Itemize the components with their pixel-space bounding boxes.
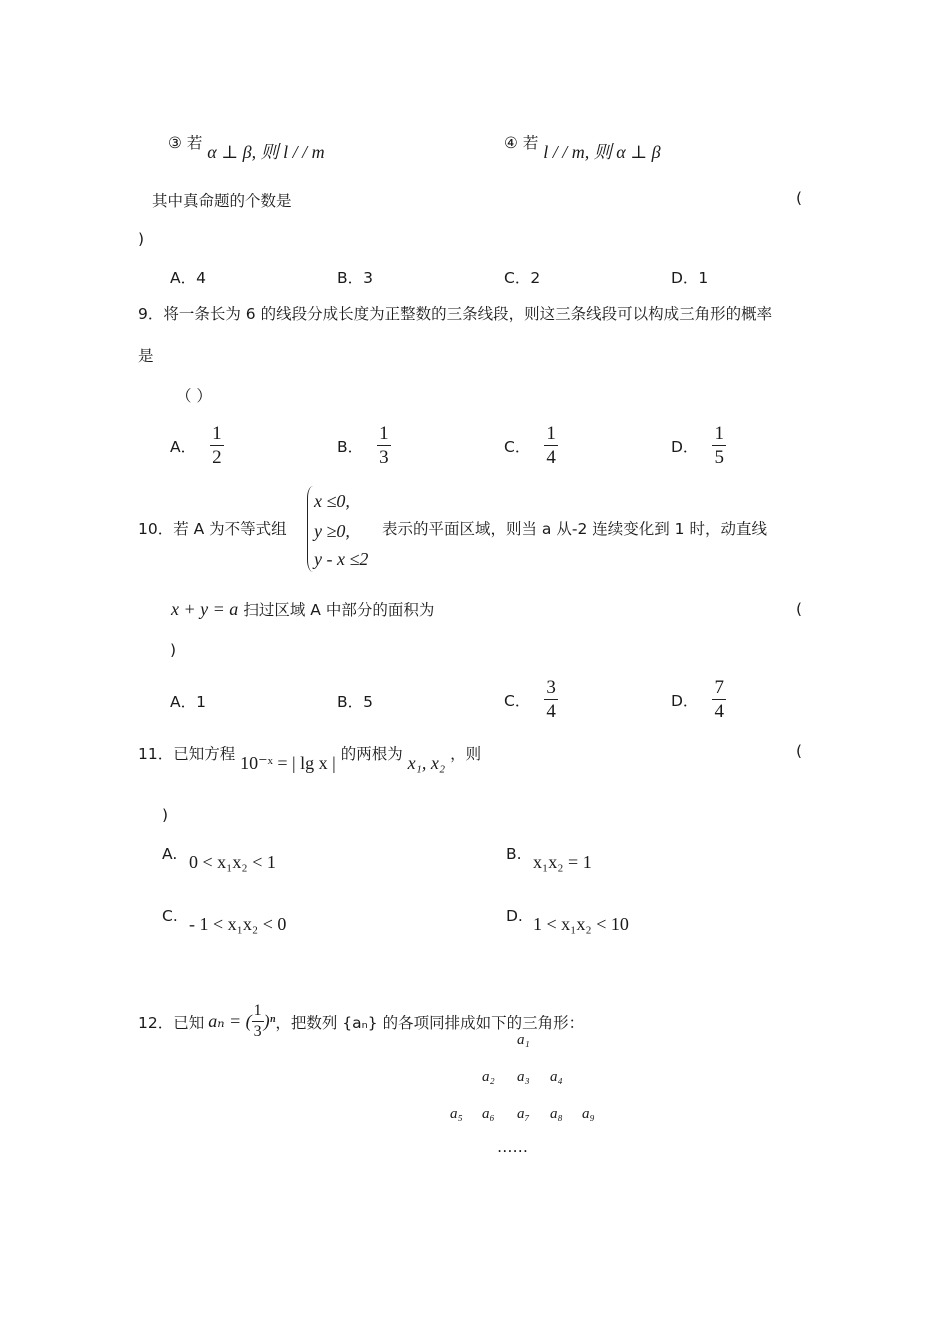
q12-formula-lhs: aₙ = ( — [208, 1011, 252, 1032]
q9-option-d — [671, 424, 726, 468]
q11-stem — [138, 742, 482, 773]
q10-suffix: 表示的平面区域，则当 a 从-2 连续变化到 1 时，动直线 — [382, 520, 767, 538]
q10-option-c — [504, 678, 558, 722]
q8-item3-mark: ③ 若 — [168, 134, 203, 152]
triangle-row1-a1: a₁ — [517, 1032, 530, 1048]
triangle-row3-a5: a₅ — [450, 1106, 463, 1122]
q8-paren-close: ) — [138, 230, 145, 248]
q10-option-a-value: 1 — [196, 693, 206, 711]
q10-paren-close: ) — [170, 641, 177, 659]
q10-line2 — [171, 598, 434, 620]
q10-option-c-fraction: $\frac{3}{4}$ — [546, 677, 556, 722]
q9-paren: （ ） — [176, 387, 212, 405]
q11-option-a-label: A. — [162, 845, 178, 863]
triangle-row2-a3: a₃ — [517, 1069, 530, 1085]
triangle-row3-a7: a₇ — [517, 1106, 530, 1122]
q8-option-a: A．4 — [170, 269, 206, 287]
triangle-row3-a6: a₆ — [482, 1106, 495, 1122]
q12-formula-fraction: $\frac{1}{3}$ — [253, 1002, 262, 1040]
q11-paren-close: ) — [162, 806, 169, 824]
q11-prefix: 11．已知方程 — [138, 745, 236, 763]
q11-option-c: - 1 < x₁x₂ < 0 — [189, 914, 287, 934]
q11-middle: 的两根为 — [340, 745, 403, 763]
q10-paren-open: ( — [796, 600, 803, 618]
q9-option-a-fraction: $\frac{1}{2}$ — [212, 423, 222, 468]
q11-option-b: x₁x₂ = 1 — [533, 852, 592, 872]
triangle-row2-a4: a₄ — [550, 1069, 563, 1085]
q9-option-c-fraction: $\frac{1}{4}$ — [546, 423, 556, 468]
q11-option-d-label: D. — [506, 907, 523, 925]
q12-formula-rhs: )ⁿ — [263, 1011, 276, 1032]
q8-option-d: D．1 — [671, 269, 709, 287]
q10-prefix: 10．若 A 为不等式组 — [138, 520, 287, 538]
q9-line2: 是 — [138, 347, 154, 365]
q11-equation: 10⁻ˣ = | lg x | — [240, 753, 336, 773]
q8-item4-mark: ④ 若 — [504, 134, 539, 152]
q9-option-b-label: B． — [337, 437, 364, 456]
q12-prefix: 12．已知 — [138, 1013, 205, 1032]
q9-option-b-fraction: $\frac{1}{3}$ — [379, 423, 389, 468]
q9-option-a-label: A． — [170, 437, 197, 456]
q10-option-a — [170, 690, 206, 712]
q8-paren-open: ( — [796, 189, 803, 207]
q11-option-d: 1 < x₁x₂ < 10 — [533, 914, 629, 934]
q9-option-c-label: C． — [504, 437, 531, 456]
q12-middle: ，把数列 {aₙ} 的各项同排成如下的三角形： — [275, 1013, 585, 1032]
q9-option-a — [170, 424, 224, 468]
q8-item4 — [504, 128, 661, 162]
q10-option-c-label: C． — [504, 691, 531, 710]
q10-system-line-2: y ≥0, — [314, 521, 350, 541]
q10-option-d — [671, 678, 726, 722]
triangle-row2-a2: a₂ — [482, 1069, 495, 1085]
q8-item3 — [168, 128, 325, 162]
q10-option-b-label: B． — [337, 693, 364, 711]
q8-option-c: C．2 — [504, 269, 541, 287]
triangle-ellipsis: …… — [497, 1138, 528, 1156]
q10-system-brace — [307, 486, 314, 572]
triangle-row3-a9: a₉ — [582, 1106, 595, 1122]
q10-line-equation: x + y = a — [171, 599, 239, 619]
q9-line1: 9．将一条长为 6 的线段分成长度为正整数的三条线段，则这三条线段可以构成三角形的概率 — [138, 305, 773, 323]
triangle-row3-a8: a₈ — [550, 1106, 563, 1122]
q9-option-d-fraction: $\frac{1}{5}$ — [714, 423, 724, 468]
q11-option-a: 0 < x₁x₂ < 1 — [189, 852, 276, 872]
q10-option-b-value: 5 — [363, 693, 374, 711]
q10-option-d-label: D． — [671, 691, 699, 710]
q9-option-b — [337, 424, 391, 468]
q10-line2-text: 扫过区域 A 中部分的面积为 — [243, 601, 435, 619]
q11-roots: x₁, x₂ — [407, 753, 446, 773]
q10-system-line-1: x ≤0, — [314, 491, 350, 511]
q9-option-c — [504, 424, 558, 468]
q8-item4-math: l / / m, 则 α ⊥ β — [543, 142, 661, 162]
q10-system-line-3: y - x ≤2 — [314, 549, 369, 569]
q8-option-b: B．3 — [337, 269, 373, 287]
q8-item3-math: α ⊥ β, 则 l / / m — [207, 142, 325, 162]
q11-suffix: ，则 — [450, 745, 482, 763]
q10-option-b — [337, 690, 373, 712]
q11-paren-open: ( — [796, 742, 803, 760]
q11-option-c-label: C. — [162, 907, 178, 925]
q8-stem: 其中真命题的个数是 — [152, 192, 292, 210]
q9-option-d-label: D． — [671, 437, 699, 456]
q10-option-d-fraction: $\frac{7}{4}$ — [714, 677, 724, 722]
q10-option-a-label: A． — [170, 693, 197, 711]
q11-option-b-label: B. — [506, 845, 522, 863]
